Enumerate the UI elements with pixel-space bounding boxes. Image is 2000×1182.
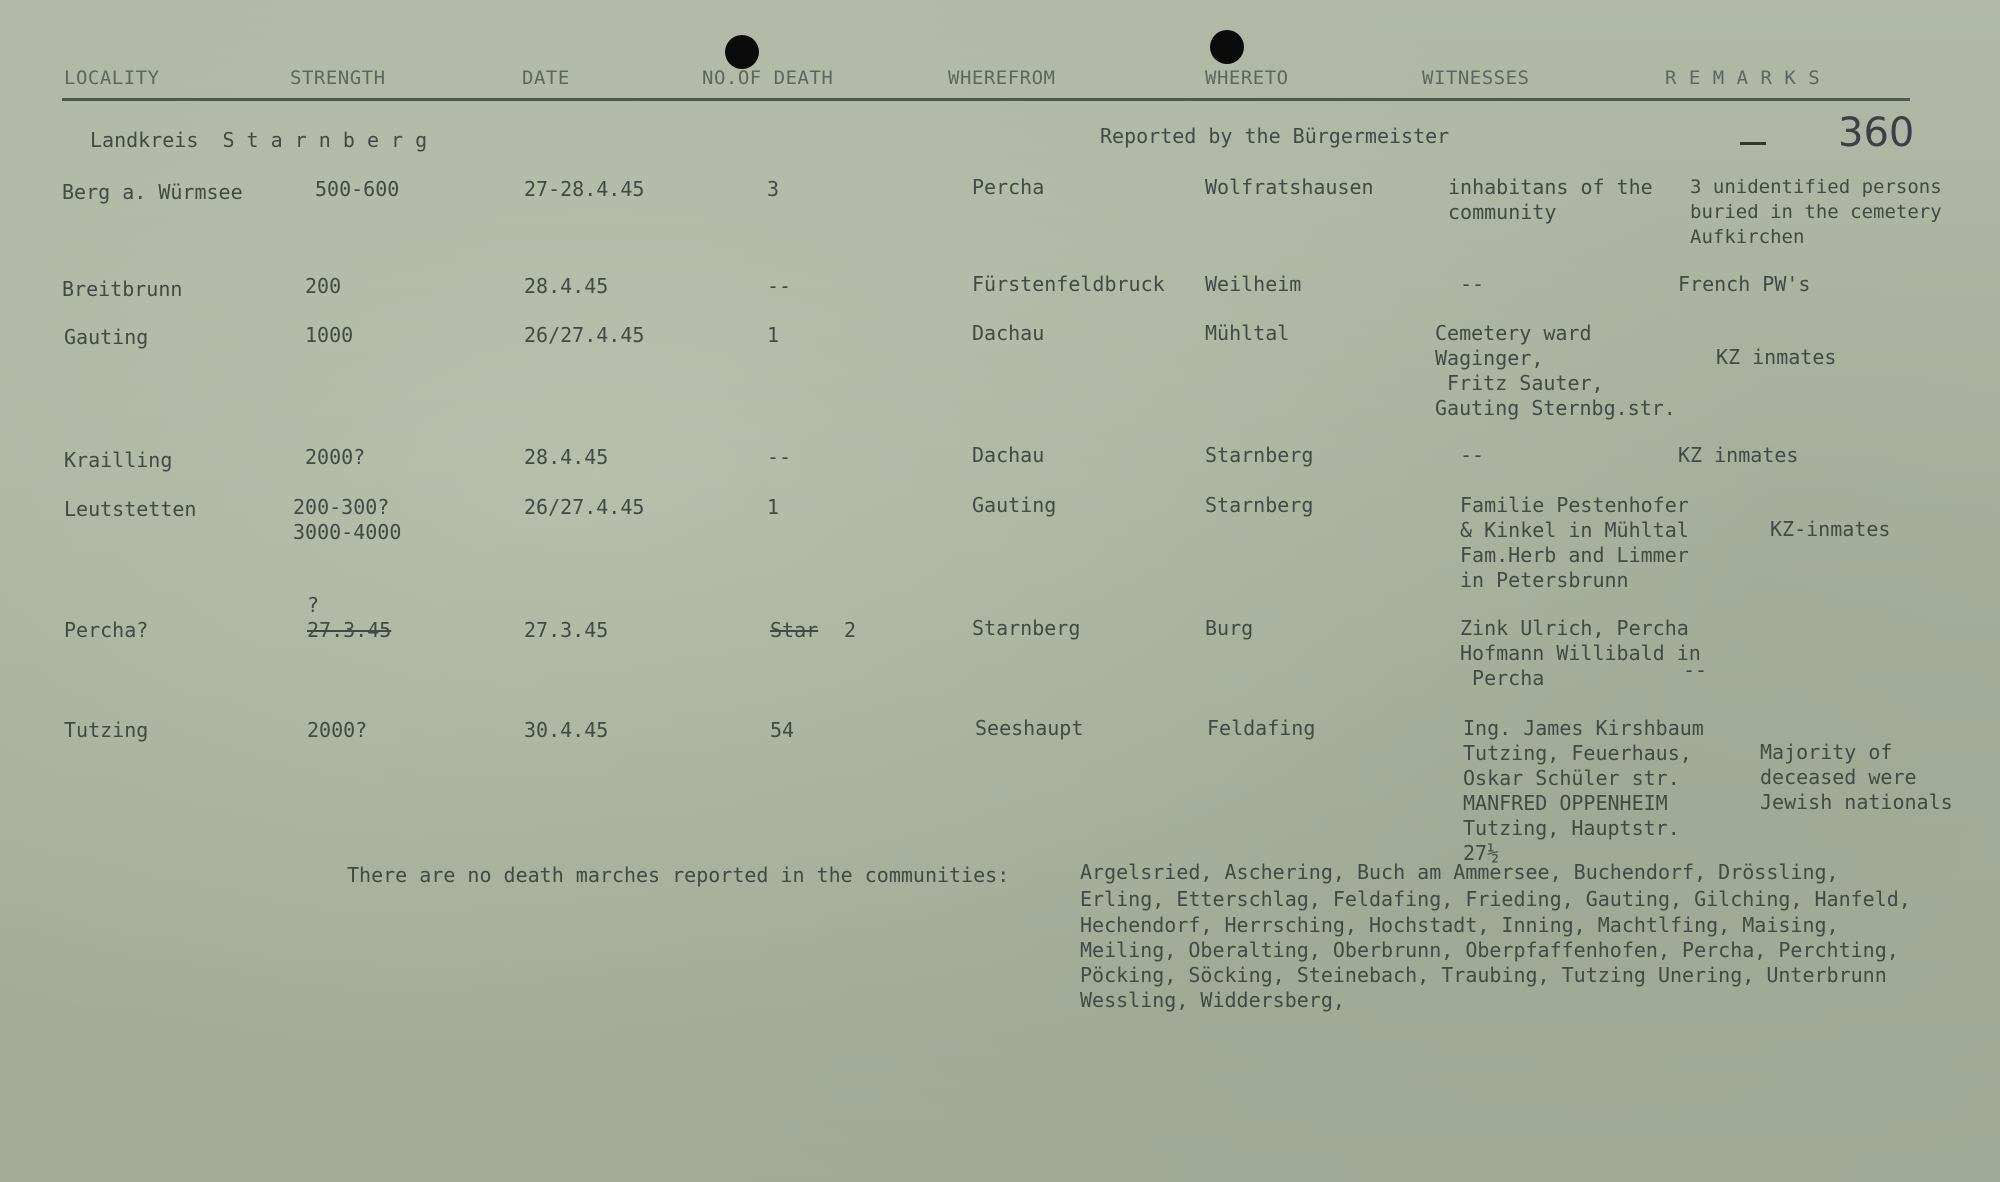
row-percha-deaths-struck: Star: [770, 618, 819, 642]
footer-line-4: Meiling, Oberalting, Oberbrunn, Oberpfaffenhofen, Percha, Perchting,: [1080, 938, 1899, 962]
row-gauting-strength: 1000: [305, 323, 354, 347]
row-krailling-witnesses: --: [1460, 443, 1485, 467]
row-leutstetten-witnesses: Familie Pestenhofer & Kinkel in Mühltal Fam.Herb and Limmer in Petersbrunn: [1460, 493, 1689, 592]
row-tutzing-witnesses: Ing. James Kirshbaum Tutzing, Feuerhaus, Oskar Schüler str. MANFRED OPPENHEIM Tutzing, Hauptstr. 27½: [1463, 716, 1704, 865]
row-krailling-remarks: KZ inmates: [1678, 443, 1799, 467]
row-breitbrunn-deaths: --: [767, 274, 792, 298]
row-breitbrunn-witnesses: --: [1460, 272, 1485, 296]
row-tutzing-strength: 2000?: [307, 718, 368, 742]
row-tutzing-remarks: Majority of deceased were Jewish nationals: [1760, 740, 1953, 814]
row-tutzing-whereto: Feldafing: [1207, 716, 1316, 740]
row-percha-wherefrom: Starnberg: [972, 616, 1081, 640]
row-tutzing-date: 30.4.45: [524, 718, 609, 742]
header-remarks: R E M A R K S: [1665, 67, 1821, 89]
row-gauting-locality: Gauting: [64, 325, 149, 349]
row-krailling-locality: Krailling: [64, 448, 173, 472]
header-witnesses: WITNESSES: [1422, 67, 1530, 89]
header-strength: STRENGTH: [290, 67, 386, 89]
row-breitbrunn-date: 28.4.45: [524, 274, 609, 298]
header-locality: LOCALITY: [64, 67, 160, 89]
row-percha-witnesses: Zink Ulrich, Percha Hofmann Willibald in Percha: [1460, 616, 1701, 690]
row-berg-wherefrom: Percha: [972, 175, 1045, 199]
row-percha-date: 27.3.45: [524, 618, 609, 642]
row-berg-remarks: 3 unidentified persons buried in the cemetery Aufkirchen: [1690, 176, 1942, 248]
row-breitbrunn-wherefrom: Fürstenfeldbruck: [972, 272, 1165, 296]
row-breitbrunn-whereto: Weilheim: [1205, 272, 1302, 296]
row-breitbrunn-strength: 200: [305, 274, 342, 298]
row-berg-witnesses: inhabitans of the community: [1448, 175, 1653, 224]
row-leutstetten-wherefrom: Gauting: [972, 493, 1057, 517]
row-percha-whereto: Burg: [1205, 616, 1254, 640]
punch-hole-left: [725, 35, 759, 69]
row-leutstetten-strength: 200-300? 3000-4000: [293, 495, 402, 544]
row-leutstetten-locality: Leutstetten: [64, 497, 197, 521]
header-date: DATE: [522, 67, 570, 89]
row-berg-strength: 500-600: [315, 177, 400, 201]
row-krailling-date: 28.4.45: [524, 445, 609, 469]
row-percha-strength-note: ?: [307, 593, 320, 617]
row-tutzing-deaths: 54: [770, 718, 795, 742]
punch-hole-right: [1210, 30, 1244, 64]
row-tutzing-wherefrom: Seeshaupt: [975, 716, 1084, 740]
header-no-of-death: NO.OF DEATH: [702, 67, 834, 89]
header-rule: [62, 98, 1910, 101]
row-gauting-deaths: 1: [767, 323, 780, 347]
row-leutstetten-remarks: KZ-inmates: [1770, 517, 1891, 541]
footer-line-6: Wessling, Widdersberg,: [1080, 988, 1345, 1012]
row-breitbrunn-remarks: French PW's: [1678, 272, 1811, 296]
row-leutstetten-deaths: 1: [767, 495, 780, 519]
row-gauting-remarks: KZ inmates: [1716, 345, 1837, 369]
row-leutstetten-whereto: Starnberg: [1205, 493, 1314, 517]
footer-line-5: Pöcking, Söcking, Steinebach, Traubing, Tutzing Unering, Unterbrunn: [1080, 963, 1887, 987]
row-berg-date: 27-28.4.45: [524, 177, 645, 201]
footer-line-3: Hechendorf, Herrsching, Hochstadt, Inning, Machtlfing, Maising,: [1080, 913, 1839, 937]
row-krailling-deaths: --: [767, 445, 792, 469]
row-berg-locality: Berg a. Würmsee: [62, 180, 243, 204]
row-berg-deaths: 3: [767, 177, 780, 201]
header-whereto: WHERETO: [1205, 67, 1289, 89]
row-krailling-whereto: Starnberg: [1205, 443, 1314, 467]
row-gauting-witnesses: Cemetery ward Waginger, Fritz Sauter, Gauting Sternbg.str.: [1435, 321, 1676, 420]
row-percha-remarks: --: [1683, 658, 1708, 682]
row-tutzing-locality: Tutzing: [64, 718, 149, 742]
row-percha-deaths: 2: [844, 618, 857, 642]
reported-by: Reported by the Bürgermeister: [1100, 124, 1450, 148]
footer-line-1: Argelsried, Aschering, Buch am Ammersee, Buchendorf, Drössling,: [1080, 860, 1839, 884]
page-number: 360: [1838, 110, 1915, 156]
footer-intro: There are no death marches reported in the communities:: [347, 863, 1010, 887]
row-percha-strength: 27.3.45: [307, 618, 392, 642]
row-berg-whereto: Wolfratshausen: [1205, 175, 1374, 199]
row-leutstetten-date: 26/27.4.45: [524, 495, 645, 519]
row-krailling-strength: 2000?: [305, 445, 366, 469]
footer-line-2: Erling, Etterschlag, Feldafing, Frieding, Gauting, Gilching, Hanfeld,: [1080, 887, 1911, 911]
row-percha-locality: Percha?: [64, 618, 149, 642]
row-gauting-date: 26/27.4.45: [524, 323, 645, 347]
handwritten-mark: [1740, 142, 1766, 145]
district-title: Landkreis S t a r n b e r g: [90, 128, 428, 152]
row-gauting-whereto: Mühltal: [1205, 321, 1290, 345]
row-breitbrunn-locality: Breitbrunn: [62, 277, 183, 301]
row-gauting-wherefrom: Dachau: [972, 321, 1045, 345]
header-wherefrom: WHEREFROM: [948, 67, 1056, 89]
row-krailling-wherefrom: Dachau: [972, 443, 1045, 467]
